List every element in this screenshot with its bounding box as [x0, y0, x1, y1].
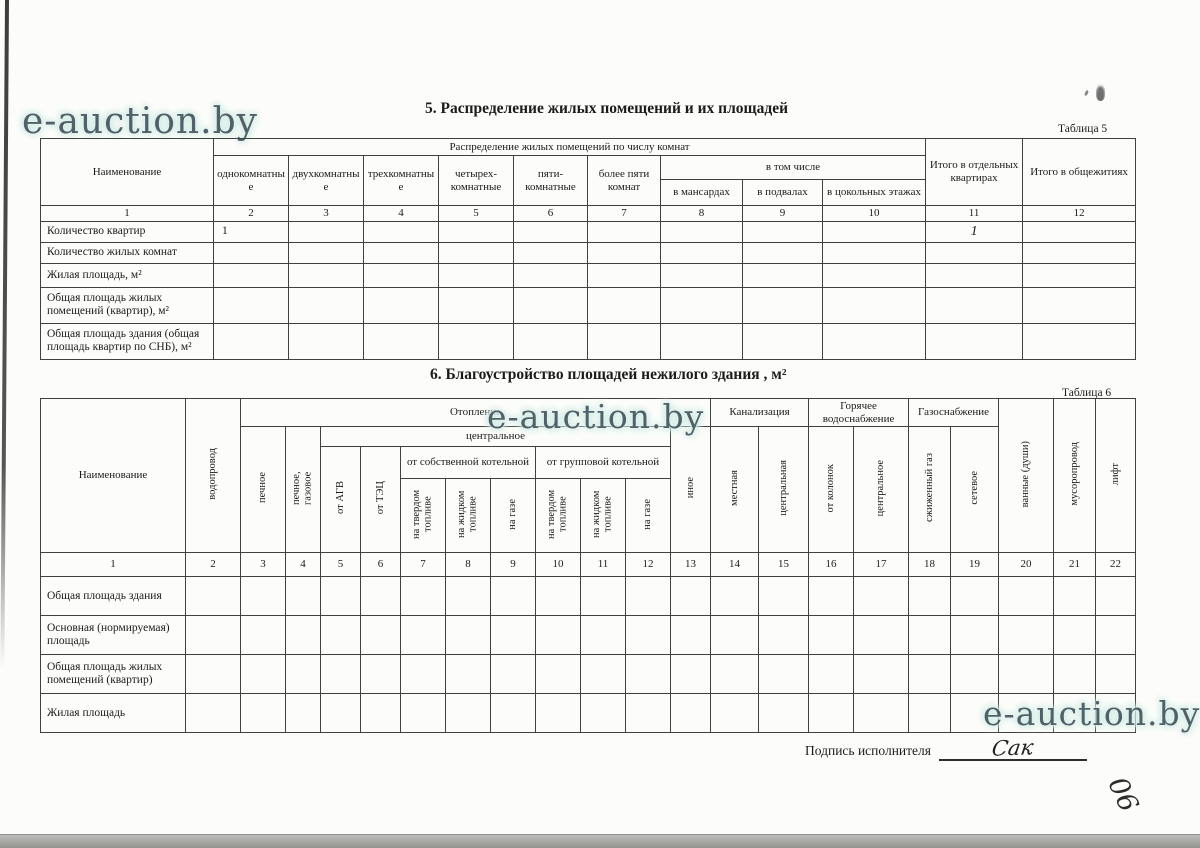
t5-cell — [823, 287, 926, 323]
table5-label: Таблица 5 — [1058, 123, 1108, 135]
t6-cell — [809, 577, 854, 616]
t6-cell — [711, 577, 759, 616]
t6-colnum: 15 — [759, 553, 809, 577]
t6-col-baths — [999, 399, 1054, 553]
t6-cell — [361, 655, 401, 694]
t6-colnum: 14 — [711, 553, 759, 577]
signature-label: Подпись исполнителя — [805, 743, 931, 758]
t5-col-mansards: в мансардах — [661, 180, 743, 206]
scan-edge-left — [0, 0, 9, 668]
t6-cell — [286, 577, 321, 616]
t5-cell — [743, 323, 823, 359]
t6-col-central-sewer — [759, 427, 809, 553]
t6-cell — [854, 655, 909, 694]
t6-cell — [241, 577, 286, 616]
t6-cell — [536, 577, 581, 616]
t5-colnum: 8 — [661, 206, 743, 222]
t5-cell — [364, 323, 439, 359]
t6-name-header: Наименование — [41, 399, 186, 553]
t5-cell — [823, 323, 926, 359]
t6-cell — [321, 694, 361, 733]
t6-colnum: 12 — [626, 553, 671, 577]
t5-cell — [823, 242, 926, 263]
t6-cell — [186, 655, 241, 694]
t5-col-more-five: более пяти комнат — [588, 156, 661, 206]
t5-cell — [439, 323, 514, 359]
t6-col-gas1 — [491, 479, 536, 553]
t6-colnum: 11 — [581, 553, 626, 577]
t5-cell — [823, 221, 926, 242]
t6-cell — [401, 655, 446, 694]
t6-cell — [626, 694, 671, 733]
t6-col-from-columns — [809, 427, 854, 553]
t6-col-tec-label: от ТЭЦ — [374, 481, 386, 515]
t6-cell — [581, 694, 626, 733]
t6-cell — [286, 616, 321, 655]
t6-col-baths-label: ванные (души) — [1020, 440, 1032, 507]
t5-cell — [823, 263, 926, 287]
t5-cell — [1023, 263, 1136, 287]
t6-col-tec — [361, 447, 401, 553]
t5-row-label: Количество жилых комнат — [41, 242, 214, 263]
t6-cell — [491, 655, 536, 694]
t6-cell — [711, 694, 759, 733]
handwritten-page-number: 90 — [1103, 771, 1147, 816]
t5-cell: 1 — [214, 221, 289, 242]
t6-cell — [446, 577, 491, 616]
t5-row-label: Жилая площадь, м² — [41, 263, 214, 287]
watermark: e-auction.by — [22, 101, 258, 142]
t6-colnum: 10 — [536, 553, 581, 577]
t6-col-stove-gas — [286, 427, 321, 553]
t6-col-solid2-label: на твердом топливе — [546, 489, 569, 539]
t5-row-label: Общая площадь здания (общая площадь квартир по СНБ), м² — [41, 323, 214, 359]
t6-cell — [401, 616, 446, 655]
t5-cell — [588, 242, 661, 263]
t6-cell — [854, 577, 909, 616]
t6-colnum: 17 — [854, 553, 909, 577]
t6-cell — [536, 694, 581, 733]
t5-cell — [214, 287, 289, 323]
t6-cell — [909, 655, 951, 694]
t5-cell — [926, 287, 1023, 323]
t5-cell — [439, 263, 514, 287]
t6-colnum: 2 — [186, 553, 241, 577]
t6-row-label: Общая площадь здания — [41, 577, 186, 616]
t6-col-lift-label: лифт — [1109, 462, 1121, 485]
t5-cell — [588, 221, 661, 242]
t6-row-label: Общая площадь жилых помещений (квартир) — [41, 655, 186, 694]
t6-cell — [626, 616, 671, 655]
t5-cell — [1023, 323, 1136, 359]
table6 — [40, 398, 1136, 733]
t6-col-chute-label: мусоропровод — [1068, 442, 1080, 506]
t5-cell — [439, 287, 514, 323]
t6-band-central: центральное — [321, 427, 671, 447]
t5-colnum: 12 — [1023, 206, 1136, 222]
t5-cell — [743, 221, 823, 242]
t6-cell — [809, 616, 854, 655]
section5-title: 5. Распределение жилых помещений и их площадей — [425, 100, 789, 117]
t6-col-lift — [1096, 399, 1136, 553]
t6-cell — [671, 694, 711, 733]
t6-col-agv — [321, 447, 361, 553]
watermark: e-auction.by — [983, 694, 1200, 733]
t6-col-agv-label: от АГВ — [334, 481, 346, 515]
t5-colnum: 6 — [514, 206, 588, 222]
t5-cell — [214, 242, 289, 263]
t6-col-central-hw-label: центральное — [875, 459, 887, 517]
t6-col-liquid1-label: на жидком топливе — [456, 490, 479, 538]
t6-cell — [581, 577, 626, 616]
t5-cell — [289, 242, 364, 263]
t6-colnum: 3 — [241, 553, 286, 577]
t5-cell — [588, 323, 661, 359]
t6-col-stove-label: печное — [257, 472, 269, 504]
t6-cell — [321, 655, 361, 694]
t6-cell — [286, 694, 321, 733]
t6-col-liquid2 — [581, 479, 626, 553]
t5-col-five-room: пяти-комнатные — [514, 156, 588, 206]
t6-col-solid1-label: на твердом топливе — [411, 489, 434, 539]
t6-colnum: 6 — [361, 553, 401, 577]
t6-cell — [491, 694, 536, 733]
t5-cell — [514, 221, 588, 242]
t6-colnum: 22 — [1096, 553, 1136, 577]
t5-cell — [743, 263, 823, 287]
t6-cell — [1054, 616, 1096, 655]
t6-col-lpg-label: сжиженный газ — [923, 453, 935, 523]
watermark: e-auction.by — [487, 397, 705, 436]
t6-cell — [1054, 655, 1096, 694]
t5-cell — [588, 287, 661, 323]
t6-cell — [1096, 616, 1136, 655]
t6-colnum: 13 — [671, 553, 711, 577]
signature-block — [805, 735, 1087, 761]
t5-col-basements: в подвалах — [743, 180, 823, 206]
t6-cell — [446, 655, 491, 694]
t5-colnum: 2 — [214, 206, 289, 222]
t5-cell — [289, 287, 364, 323]
t6-col-water — [186, 399, 241, 553]
t5-cell-handwritten: 1 — [926, 221, 1023, 242]
t6-cell — [854, 616, 909, 655]
t6-cell — [909, 694, 951, 733]
t5-cell — [364, 287, 439, 323]
t6-cell — [759, 655, 809, 694]
t6-cell — [581, 655, 626, 694]
t5-col-ground-floors: в цокольных этажах — [823, 180, 926, 206]
t5-colnum: 5 — [439, 206, 514, 222]
t6-cell — [626, 655, 671, 694]
t6-col-liquid2-label: на жидком топливе — [591, 490, 614, 538]
t6-colnum: 7 — [401, 553, 446, 577]
scan-edge-bottom — [0, 834, 1200, 848]
t6-cell — [186, 694, 241, 733]
t5-including-band: в том числе — [661, 156, 926, 180]
t6-cell — [809, 694, 854, 733]
t6-col-local — [711, 427, 759, 553]
t6-cell — [671, 655, 711, 694]
t6-col-solid2 — [536, 479, 581, 553]
t6-cell — [286, 655, 321, 694]
table5 — [40, 138, 1136, 360]
t6-cell — [1054, 577, 1096, 616]
t6-cell — [711, 655, 759, 694]
signature-handwritten: Сак — [990, 735, 1036, 761]
t6-col-central-hw — [854, 427, 909, 553]
t6-cell — [361, 694, 401, 733]
t6-band-sewerage: Канализация — [711, 399, 809, 427]
t6-col-gas2-label: на газе — [642, 498, 654, 530]
t6-band-hot-water: Горячее водоснабжение — [809, 399, 909, 427]
t5-colnum: 4 — [364, 206, 439, 222]
t5-colnum: 9 — [743, 206, 823, 222]
t6-cell — [186, 616, 241, 655]
t5-cell — [439, 221, 514, 242]
t6-col-network-gas-label: сетевое — [968, 471, 980, 505]
t6-col-water-label: водопровод — [207, 447, 219, 500]
t5-col-two-room: двухкомнатные — [289, 156, 364, 206]
t5-cell — [588, 263, 661, 287]
t6-cell — [759, 577, 809, 616]
t5-cell — [661, 323, 743, 359]
t6-cell — [809, 655, 854, 694]
t5-cell — [743, 242, 823, 263]
t5-colnum: 10 — [823, 206, 926, 222]
t6-row-label: Основная (нормируемая) площадь — [41, 616, 186, 655]
t6-col-from-columns-label: от колонок — [825, 463, 837, 513]
t5-colnum: 3 — [289, 206, 364, 222]
t6-cell — [361, 616, 401, 655]
t6-band-group-boiler: от групповой котельной — [536, 447, 671, 479]
t5-cell — [214, 263, 289, 287]
t5-cell — [214, 323, 289, 359]
t6-cell — [909, 577, 951, 616]
t6-colnum: 21 — [1054, 553, 1096, 577]
t5-cell — [289, 263, 364, 287]
t5-cell — [743, 287, 823, 323]
t5-cell — [661, 221, 743, 242]
t5-distribution-band: Распределение жилых помещений по числу комнат — [214, 139, 926, 156]
t6-cell — [321, 616, 361, 655]
t5-cell — [1023, 287, 1136, 323]
t6-colnum: 5 — [321, 553, 361, 577]
t6-cell — [536, 655, 581, 694]
t6-col-gas1-label: на газе — [507, 498, 519, 530]
t6-cell — [759, 694, 809, 733]
t5-cell — [661, 242, 743, 263]
t6-cell — [854, 694, 909, 733]
t5-col-one-room: однокомнатные — [214, 156, 289, 206]
t6-cell — [186, 577, 241, 616]
t5-cell — [514, 287, 588, 323]
t5-total-apartments-header: Итого в отдельных квартирах — [926, 139, 1023, 206]
t6-cell — [909, 616, 951, 655]
t6-cell — [671, 577, 711, 616]
t5-cell — [364, 242, 439, 263]
t6-cell — [241, 616, 286, 655]
scan-artifact — [1096, 84, 1105, 101]
t6-col-lpg — [909, 427, 951, 553]
t5-name-header: Наименование — [41, 139, 214, 206]
t6-colnum: 8 — [446, 553, 491, 577]
t5-cell — [1023, 221, 1136, 242]
scan-artifact-dot — [1084, 90, 1089, 97]
t5-cell — [289, 221, 364, 242]
t6-cell — [321, 577, 361, 616]
t6-cell — [951, 655, 999, 694]
t6-col-gas2 — [626, 479, 671, 553]
t5-cell — [364, 263, 439, 287]
t5-colnum: 1 — [41, 206, 214, 222]
t6-cell — [446, 616, 491, 655]
t6-cell — [241, 694, 286, 733]
t6-colnum: 1 — [41, 553, 186, 577]
t5-cell — [926, 242, 1023, 263]
section6-title: 6. Благоустройство площадей нежилого здания , м² — [430, 366, 787, 383]
t6-col-local-label: местная — [728, 469, 740, 506]
t5-cell — [926, 323, 1023, 359]
t5-cell — [514, 242, 588, 263]
t6-cell — [446, 694, 491, 733]
t5-col-four-room: четырех-комнатные — [439, 156, 514, 206]
t6-cell — [401, 577, 446, 616]
t6-cell — [759, 616, 809, 655]
t5-cell — [514, 263, 588, 287]
t5-cell — [514, 323, 588, 359]
t6-colnum: 9 — [491, 553, 536, 577]
table6-label: Таблица 6 — [1062, 387, 1112, 399]
t5-cell — [289, 323, 364, 359]
t6-col-central-sewer-label: центральная — [777, 460, 789, 516]
t5-cell — [661, 263, 743, 287]
t6-colnum: 18 — [909, 553, 951, 577]
t5-row-label: Общая площадь жилых помещений (квартир), м² — [41, 287, 214, 323]
t6-cell — [951, 577, 999, 616]
t6-col-other-label: иное — [684, 477, 696, 499]
t5-cell — [926, 263, 1023, 287]
t6-cell — [581, 616, 626, 655]
t5-cell — [364, 221, 439, 242]
t6-col-chute — [1054, 399, 1096, 553]
t6-cell — [999, 577, 1054, 616]
t5-total-dorms-header: Итого в общежитиях — [1023, 139, 1136, 206]
signature-line — [939, 735, 1087, 761]
t6-col-solid1 — [401, 479, 446, 553]
t6-col-stove — [241, 427, 286, 553]
t6-colnum: 20 — [999, 553, 1054, 577]
t6-colnum: 19 — [951, 553, 999, 577]
t5-row-label: Количество квартир — [41, 221, 214, 242]
t6-cell — [671, 616, 711, 655]
t6-cell — [1096, 655, 1136, 694]
t6-colnum: 4 — [286, 553, 321, 577]
t5-cell — [439, 242, 514, 263]
t6-band-own-boiler: от собственной котельной — [401, 447, 536, 479]
t6-cell — [626, 577, 671, 616]
t6-cell — [999, 655, 1054, 694]
t5-cell — [1023, 242, 1136, 263]
t6-col-network-gas — [951, 427, 999, 553]
t6-cell — [1096, 577, 1136, 616]
t6-col-other — [671, 427, 711, 553]
t5-colnum: 7 — [588, 206, 661, 222]
t6-col-stove-gas-label: печное, газовое — [291, 471, 314, 505]
t6-band-heating: Отопление — [241, 399, 711, 427]
t6-cell — [491, 577, 536, 616]
t6-cell — [536, 616, 581, 655]
t6-cell — [361, 577, 401, 616]
t6-cell — [951, 616, 999, 655]
t5-colnum: 11 — [926, 206, 1023, 222]
t5-col-three-room: трехкомнатные — [364, 156, 439, 206]
t6-row-label: Жилая площадь — [41, 694, 186, 733]
t6-cell — [711, 616, 759, 655]
t6-cell — [241, 655, 286, 694]
t6-col-liquid1 — [446, 479, 491, 553]
t6-band-gas: Газоснабжение — [909, 399, 999, 427]
t6-cell — [999, 616, 1054, 655]
t5-cell — [661, 287, 743, 323]
t6-colnum: 16 — [809, 553, 854, 577]
t6-cell — [491, 616, 536, 655]
t6-cell — [401, 694, 446, 733]
